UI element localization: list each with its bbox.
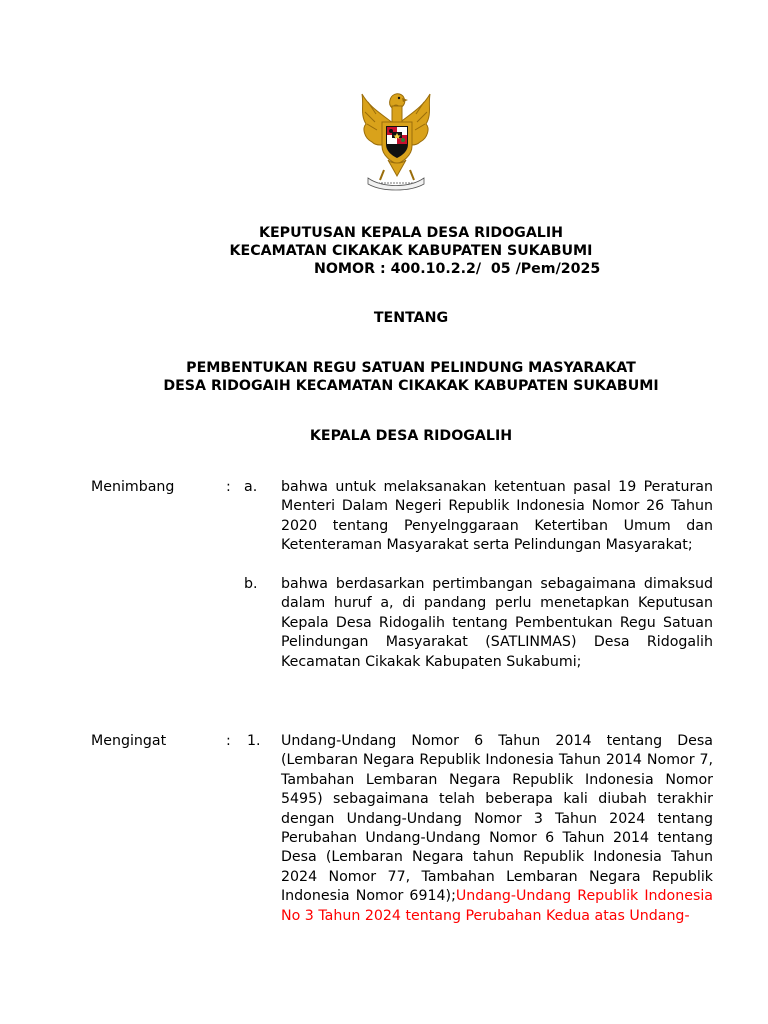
menimbang-item-b: bahwa berdasarkan pertimbangan sebagaimana dimaksud dalam huruf a, di pandang perlu menetapkan Keputusan Kepala Desa Ridogalih tentang Pembentukan Regu Satuan Pelindungan Masyarakat (SATLINMAS) Desa Ridogalih Kecamatan Cikakak Kabupaten Sukabumi; bbox=[281, 576, 713, 670]
mengingat-marker-1: 1. bbox=[247, 733, 261, 749]
menimbang-marker-a: a. bbox=[244, 479, 258, 495]
decree-title: KEPUTUSAN KEPALA DESA RIDOGALIH bbox=[259, 225, 563, 241]
subject-line-1: PEMBENTUKAN REGU SATUAN PELINDUNG MASYARAKAT bbox=[186, 360, 636, 376]
menimbang-colon: : bbox=[226, 479, 231, 495]
mengingat-colon: : bbox=[226, 733, 231, 749]
menimbang-marker-b: b. bbox=[244, 576, 258, 592]
subject-line-2: DESA RIDOGAIH KECAMATAN CIKAKAK KABUPATEN SUKABUMI bbox=[163, 378, 659, 394]
official-title: KEPALA DESA RIDOGALIH bbox=[309, 428, 513, 444]
decree-subtitle: KECAMATAN CIKAKAK KABUPATEN SUKABUMI bbox=[229, 243, 593, 259]
garuda-pancasila-emblem bbox=[356, 84, 436, 192]
mengingat-label: Mengingat bbox=[91, 733, 167, 749]
tentang-heading: TENTANG bbox=[373, 310, 449, 326]
mengingat-item-1-red-text: Undang-Undang Republik Indonesia No 3 Tahun 2024 tentang Perubahan Kedua atas Undang- bbox=[281, 888, 713, 924]
menimbang-label: Menimbang bbox=[91, 479, 175, 495]
mengingat-item-1-text: Undang-Undang Nomor 6 Tahun 2014 tentang Desa (Lembaran Negara Republik Indonesia Tahun 2014 Nomor 7, Tambahan Lembaran Negara Republik Indonesia Nomor 5495) sebagaimana telah beberapa kali diubah terakhir dengan Undang-Undang Nomor 3 Tahun 2024 tentang Perubahan Undang-Undang Nomor 6 Tahun 2014 tentang Desa (Lembaran Negara tahun Republik Indonesia Tahun 2024 Nomor 77, Tambahan Lembaran Negara Republik Indonesia Nomor 6914); bbox=[281, 733, 713, 905]
menimbang-item-a: bahwa untuk melaksanakan ketentuan pasal 19 Peraturan Menteri Dalam Negeri Republik Indonesia Nomor 26 Tahun 2020 tentang Penyelnggaraan Ketertiban Umum dan Ketenteraman Masyarakat serta Pelindungan Masyarakat; bbox=[281, 479, 713, 554]
mengingat-item-1 bbox=[281, 732, 713, 926]
decree-number: NOMOR : 400.10.2.2/ 05 /Pem/2025 bbox=[314, 261, 601, 277]
